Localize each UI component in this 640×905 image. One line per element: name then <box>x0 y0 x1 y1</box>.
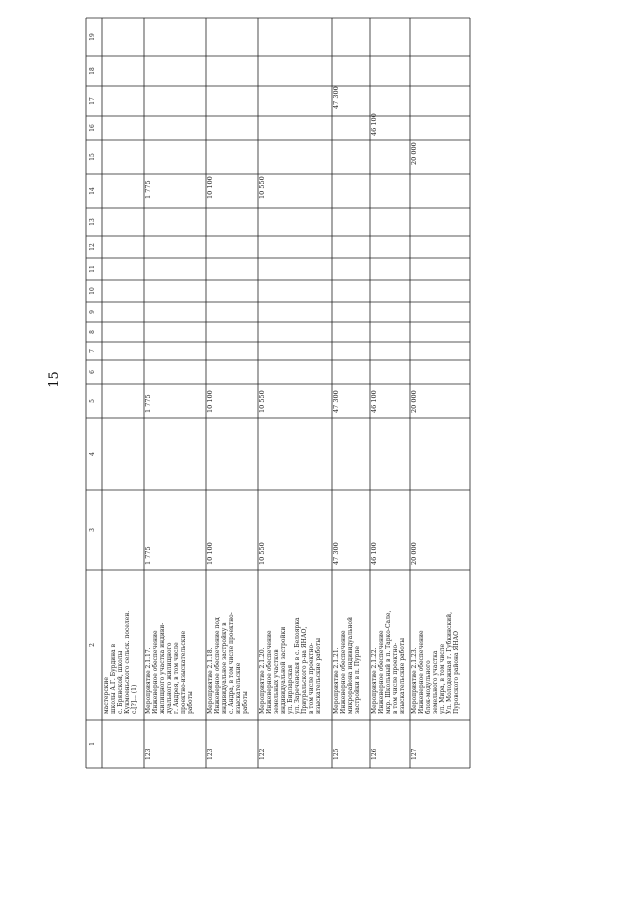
column-number-8: 8 <box>89 330 96 334</box>
row-description-line: Кукмоеньского сельск. поселен. <box>124 610 131 714</box>
row-col5-value: 10 100 <box>206 390 214 413</box>
row-total-value: 1 775 <box>144 546 152 565</box>
column-number-11: 11 <box>89 265 96 273</box>
row-total-value: 46 100 <box>370 542 378 565</box>
row-description-line: ул. Зареченская в с. Белоярка <box>294 617 301 714</box>
row-description-line: блок-модульного <box>425 660 432 714</box>
row-description-line: с. Брянской, школы <box>117 650 124 714</box>
row-total-value: 10 550 <box>258 542 266 565</box>
row-description-line: Мероприятие 2.1.22. <box>371 647 378 714</box>
column-number-4: 4 <box>89 452 96 456</box>
column-number-1: 1 <box>89 742 96 746</box>
column-number-13: 13 <box>89 218 96 226</box>
column-number-5: 5 <box>89 399 96 403</box>
row-description-line: жилищного участка индиви- <box>159 622 166 714</box>
page-number: 15 <box>46 371 62 388</box>
row-description-line: земельных участков <box>273 649 280 714</box>
row-description-line: г. Андрея, в том числе <box>173 642 180 714</box>
column-number-2: 2 <box>89 643 96 647</box>
row-description-line: дуального жилищного <box>166 642 173 714</box>
row-year-value: 1 775 <box>144 180 152 199</box>
row-description-line: ул. Мира, в том числе <box>439 643 446 714</box>
row-description-line: мастерские <box>103 677 110 714</box>
row-number: 126 <box>371 748 378 760</box>
row-description-line: Пуровского района ЯНАО <box>453 630 460 714</box>
row-description-line: Мероприятие 2.1.20. <box>259 647 266 714</box>
column-number-12: 12 <box>89 243 96 251</box>
row-col5-value: 1 775 <box>144 394 152 413</box>
row-description-line: Инженерное обеспечение <box>266 630 273 714</box>
column-number-14: 14 <box>89 187 96 195</box>
row-description-line: в том числе проектно- <box>308 642 315 714</box>
column-number-17: 17 <box>89 97 96 105</box>
row-number: 127 <box>411 748 418 760</box>
row-description-line: земельного участка <box>432 650 439 714</box>
row-description-line: индивидуальной застройки <box>280 626 287 714</box>
row-total-value: 20 000 <box>410 542 418 565</box>
row-description-line: изыскательские работы <box>315 638 322 714</box>
column-number-3: 3 <box>89 528 96 532</box>
row-description-line: Инженерное обеспечение <box>418 630 425 714</box>
row-number: 122 <box>259 748 266 760</box>
row-year-value: 20 000 <box>410 142 418 165</box>
column-number-7: 7 <box>89 349 96 353</box>
column-number-16: 16 <box>89 124 96 132</box>
column-number-6: 6 <box>89 370 96 374</box>
row-total-value: 10 100 <box>206 542 214 565</box>
row-col5-value: 20 000 <box>410 390 418 413</box>
row-description-line: Инженерное обеспечение <box>340 630 347 714</box>
row-number: 123 <box>207 748 214 760</box>
column-number-15: 15 <box>89 153 96 161</box>
row-description-line: индивидуальное застройку в <box>221 622 228 714</box>
row-description-line: Приуральского р-на ЯНАО, <box>301 626 308 714</box>
row-description-line: Мероприятие 2.1.21. <box>333 647 340 714</box>
row-year-value: 46 100 <box>370 113 378 136</box>
row-description-line: ул. Бирларская <box>287 664 294 714</box>
column-number-18: 18 <box>89 67 96 75</box>
row-col5-value: 46 100 <box>370 390 378 413</box>
row-description-line: Инженерное обеспечение <box>152 630 159 714</box>
row-description-line: изыскательские работы <box>399 638 406 714</box>
row-description-line: проектно-изыскательские <box>180 630 187 714</box>
row-description-line: мкр. Школьный в п. Тарко-Сале, <box>385 610 392 714</box>
row-description-line: Мероприятие 2.1.17. <box>145 647 152 714</box>
row-year-value: 47 300 <box>332 86 340 109</box>
row-number: 123 <box>145 748 152 760</box>
row-description-line: застройки в п. Пурпе <box>354 646 361 714</box>
row-description-line: работы <box>242 691 249 714</box>
column-number-19: 19 <box>89 33 96 41</box>
column-number-9: 9 <box>89 310 96 314</box>
row-description-line: школы А.Г. Бурдина в <box>110 643 117 714</box>
row-description-line: микрорайона индивидуальной <box>347 617 354 714</box>
row-description-line: Мероприятие 2.1.23. <box>411 647 418 714</box>
row-total-value: 47 300 <box>332 542 340 565</box>
row-description-line: Ул. Молодежная г. Губкинский, <box>446 611 453 714</box>
row-description-line: с. Андра, в том числе проектно- <box>228 612 235 714</box>
row-col5-value: 10 550 <box>258 390 266 413</box>
row-description-line: работы <box>187 691 194 714</box>
row-description-line: Мероприятие 2.1.18. <box>207 647 214 714</box>
column-number-10: 10 <box>89 287 96 295</box>
row-number: 125 <box>333 748 340 760</box>
row-year-value: 10 100 <box>206 176 214 199</box>
row-description-line: в том числе проектно- <box>392 642 399 714</box>
row-description-line: с.[?]... (1) <box>131 684 138 714</box>
row-col5-value: 47 300 <box>332 390 340 413</box>
row-description-line: Инженерное обеспечение под <box>214 617 221 714</box>
row-description-line: Инженерное обеспечение <box>378 630 385 714</box>
row-year-value: 10 550 <box>258 176 266 199</box>
row-description-line: изыскательские <box>235 662 242 714</box>
